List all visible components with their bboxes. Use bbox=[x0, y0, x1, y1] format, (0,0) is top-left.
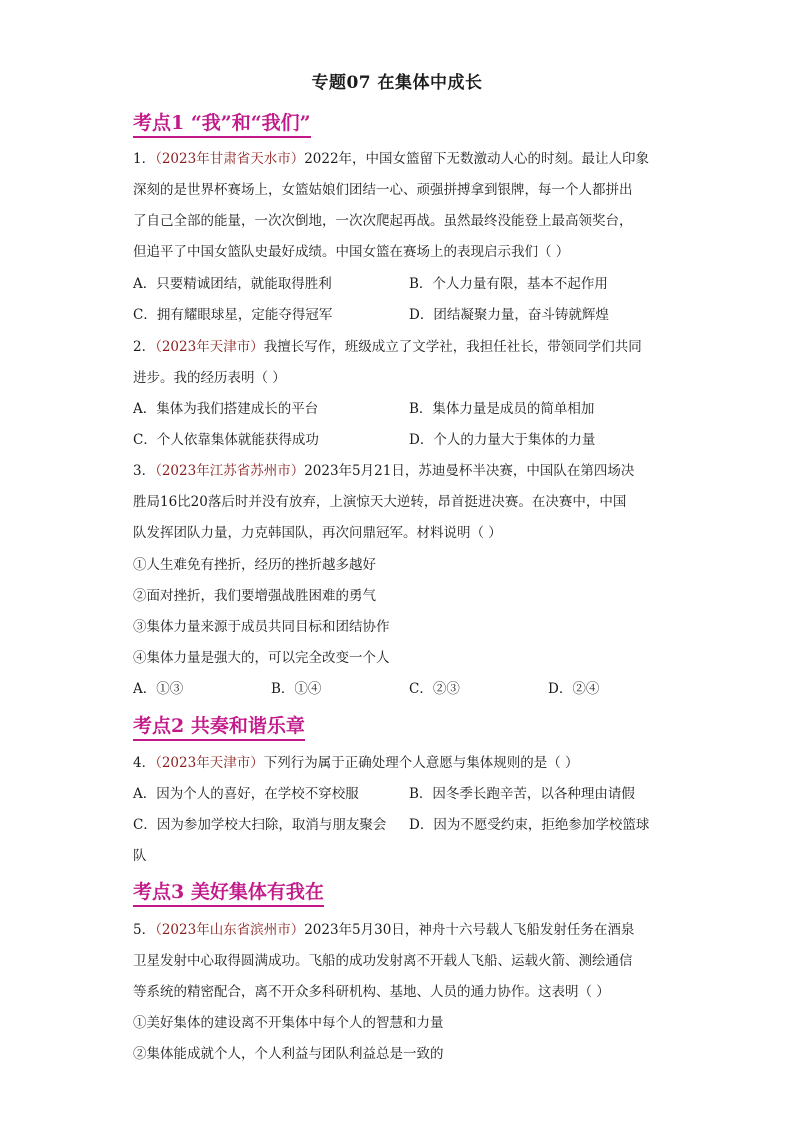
question-4-option-b: B．因冬季长跑辛苦，以各种理由请假 bbox=[409, 786, 635, 802]
question-1-option-b: B．个人力量有限，基本不起作用 bbox=[409, 276, 608, 292]
question-1-line-4: 但追平了中国女篮队史最好成绩。中国女篮在赛场上的表现启示我们（ ） bbox=[133, 244, 570, 260]
question-2-line-2: 进步。我的经历表明（ ） bbox=[133, 370, 286, 386]
question-3-statement-3: ③集体力量来源于成员共同目标和团结协作 bbox=[133, 619, 390, 635]
question-3-option-d: D．②④ bbox=[548, 681, 600, 697]
question-2-line-1: 2．（2023年天津市）我擅长写作，班级成立了文学社，我担任社长，带领同学们共同 bbox=[133, 339, 642, 355]
question-1-option-d: D．团结凝聚力量，奋斗铸就辉煌 bbox=[409, 307, 609, 323]
question-3-statement-2: ②面对挫折，我们要增强战胜困难的勇气 bbox=[133, 588, 376, 604]
question-1-option-c: C．拥有耀眼球星，定能夺得冠军 bbox=[133, 307, 333, 323]
question-4-option-a: A．因为个人的喜好，在学校不穿校服 bbox=[133, 786, 359, 802]
question-1-line-3: 了自己全部的能量，一次次倒地，一次次爬起再战。虽然最终没能登上最高领奖台， bbox=[133, 213, 633, 229]
question-5-statement-2: ②集体能成就个人，个人利益与团队利益总是一致的 bbox=[133, 1046, 444, 1062]
question-source: （2023年天津市） bbox=[155, 339, 264, 355]
question-3-statement-1: ①人生难免有挫折，经历的挫折越多越好 bbox=[133, 557, 376, 573]
question-source: （2023年甘肃省天水市） bbox=[155, 151, 305, 167]
section-heading-2: 考点2 共奏和谐乐章 bbox=[133, 714, 305, 741]
question-number: 5． bbox=[133, 922, 156, 938]
question-5-line-2: 卫星发射中心取得圆满成功。飞船的成功发射离不开载人飞船、运载火箭、测绘通信 bbox=[133, 953, 633, 969]
question-5-line-1: 5．（2023年山东省滨州市）2023年5月30日，神舟十六号载人飞船发射任务在酒泉 bbox=[133, 922, 635, 938]
question-4-option-d-wrap: 队 bbox=[133, 848, 147, 864]
question-number: 3． bbox=[133, 463, 156, 479]
question-2-option-b: B．集体力量是成员的简单相加 bbox=[409, 401, 595, 417]
question-1-option-a: A．只要精诚团结，就能取得胜利 bbox=[133, 276, 332, 292]
question-4-line-1: 4．（2023年天津市）下列行为属于正确处理个人意愿与集体规则的是（ ） bbox=[133, 755, 579, 771]
question-3-line-3: 队发挥团队力量，力克韩国队，再次问鼎冠军。材料说明（ ） bbox=[133, 525, 502, 541]
section-heading-3: 考点3 美好集体有我在 bbox=[133, 880, 324, 907]
question-4-option-c: C．因为参加学校大扫除，取消与朋友聚会 bbox=[133, 817, 387, 833]
question-5-statement-1: ①美好集体的建设离不开集体中每个人的智慧和力量 bbox=[133, 1015, 444, 1031]
question-5-line-3: 等系统的精密配合，离不开众多科研机构、基地、人员的通力协作。这表明（ ） bbox=[133, 984, 610, 1000]
question-3-option-a: A．①③ bbox=[133, 681, 184, 697]
question-2-option-d: D．个人的力量大于集体的力量 bbox=[409, 432, 596, 448]
question-1-line-1: 1．（2023年甘肃省天水市）2022年，中国女篮留下无数激动人心的时刻。最让人印象 bbox=[133, 151, 650, 167]
section-heading-1: 考点1 “我”和“我们” bbox=[133, 111, 311, 138]
question-3-line-2: 胜局16比20落后时并没有放弃，上演惊天大逆转，昂首挺进决赛。在决赛中，中国 bbox=[133, 494, 627, 510]
question-3-statement-4: ④集体力量是强大的，可以完全改变一个人 bbox=[133, 650, 390, 666]
question-source: （2023年天津市） bbox=[155, 755, 264, 771]
question-3-option-c: C．②③ bbox=[409, 681, 460, 697]
question-3-line-1: 3．（2023年江苏省苏州市）2023年5月21日，苏迪曼杯半决赛，中国队在第四场决 bbox=[133, 463, 635, 479]
question-number: 1． bbox=[133, 151, 156, 167]
question-3-option-b: B．①④ bbox=[271, 681, 322, 697]
question-2-option-a: A．集体为我们搭建成长的平台 bbox=[133, 401, 319, 417]
question-source: （2023年江苏省苏州市） bbox=[155, 463, 305, 479]
question-2-option-c: C．个人依靠集体就能获得成功 bbox=[133, 432, 319, 448]
question-number: 4． bbox=[133, 755, 156, 771]
question-4-option-d: D．因为不愿受约束，拒绝参加学校篮球 bbox=[409, 817, 650, 833]
question-number: 2． bbox=[133, 339, 156, 355]
page-title: 专题07 在集体中成长 bbox=[311, 73, 483, 93]
question-1-line-2: 深刻的是世界杯赛场上，女篮姑娘们团结一心、顽强拼搏拿到银牌，每一个人都拼出 bbox=[133, 182, 633, 198]
question-source: （2023年山东省滨州市） bbox=[155, 922, 305, 938]
